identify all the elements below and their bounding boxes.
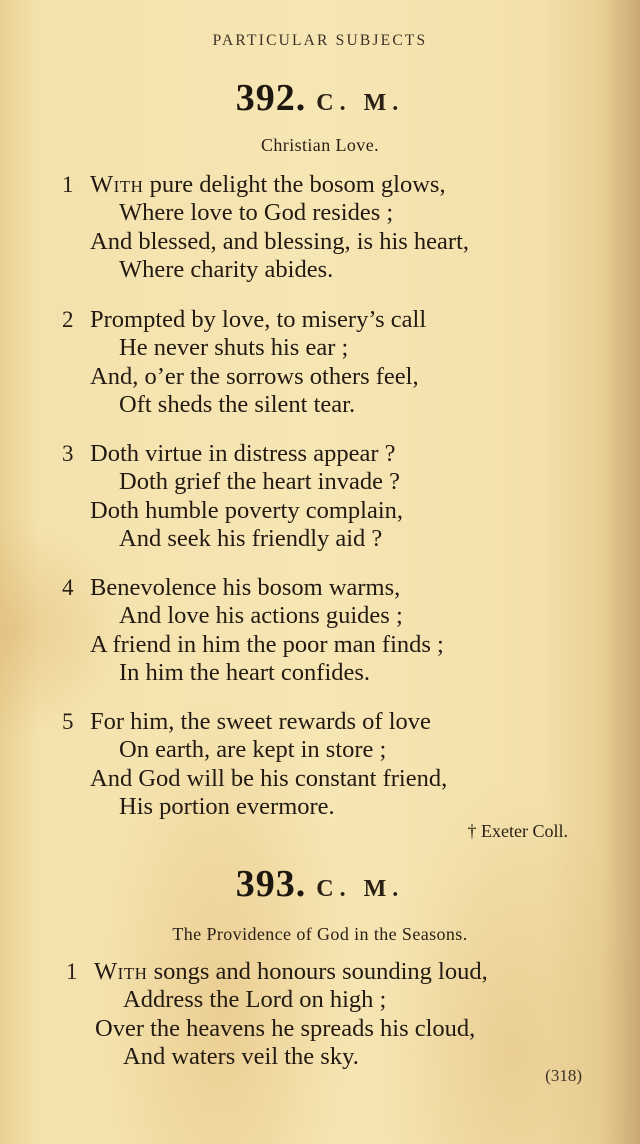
verse-line: A friend in him the poor man finds ;	[90, 631, 444, 658]
verse-first-word: With	[90, 171, 144, 198]
hymn-393-heading	[0, 862, 640, 906]
verse-line: With songs and honours sounding loud,	[94, 958, 488, 985]
hymn-392-heading	[0, 76, 640, 120]
verse-line: He never shuts his ear ;	[119, 334, 349, 361]
hymn-number: 393.	[235, 863, 307, 905]
verse-line: In him the heart confides.	[119, 659, 371, 686]
verse-number: 2	[62, 307, 74, 332]
verse-number: 1	[62, 172, 74, 197]
page-number: (318)	[545, 1066, 582, 1085]
verse-line: And, o’er the sorrows others feel,	[90, 363, 419, 390]
verse-number: 1	[66, 959, 78, 984]
verse-line: And waters veil the sky.	[123, 1043, 359, 1070]
verse-number: 5	[62, 709, 74, 734]
verse-line: And God will be his constant friend,	[90, 765, 448, 792]
hymn-number: 392.	[235, 77, 307, 119]
verse-line: His portion evermore.	[119, 793, 335, 820]
verse-line: And seek his friendly aid ?	[119, 525, 383, 552]
verse-number: 3	[62, 441, 74, 466]
verse-line: Where charity abides.	[119, 256, 334, 283]
verse-line: Over the heavens he spreads his cloud,	[95, 1015, 476, 1042]
verse-line: Oft sheds the silent tear.	[119, 391, 356, 418]
verse-line: And blessed, and blessing, is his heart,	[90, 228, 470, 255]
verse-number: 4	[62, 575, 74, 600]
verse-line: Doth humble poverty complain,	[90, 497, 403, 524]
verse-line: Address the Lord on high ;	[123, 986, 387, 1013]
hymn-title: Christian Love.	[261, 135, 379, 155]
verse-line: Doth grief the heart invade ?	[119, 468, 400, 495]
verse-line: On earth, are kept in store ;	[119, 736, 387, 763]
verse-line: For him, the sweet rewards of love	[90, 708, 431, 735]
hymn-title: The Providence of God in the Seasons.	[172, 924, 468, 944]
hymn-meter: C. M.	[316, 876, 405, 902]
verse-line: Where love to God resides ;	[119, 199, 394, 226]
verse-line: And love his actions guides ;	[119, 602, 403, 629]
verse-line: With pure delight the bosom glows,	[90, 171, 446, 198]
hymn-attribution: † Exeter Coll.	[467, 821, 568, 841]
verse-line: Prompted by love, to misery’s call	[90, 306, 427, 333]
verse-line: Benevolence his bosom warms,	[90, 574, 401, 601]
hymn-meter: C. M.	[316, 90, 405, 116]
running-head: PARTICULAR SUBJECTS	[212, 32, 428, 49]
verse-line: Doth virtue in distress appear ?	[90, 440, 396, 467]
verse-first-word: With	[94, 958, 148, 985]
